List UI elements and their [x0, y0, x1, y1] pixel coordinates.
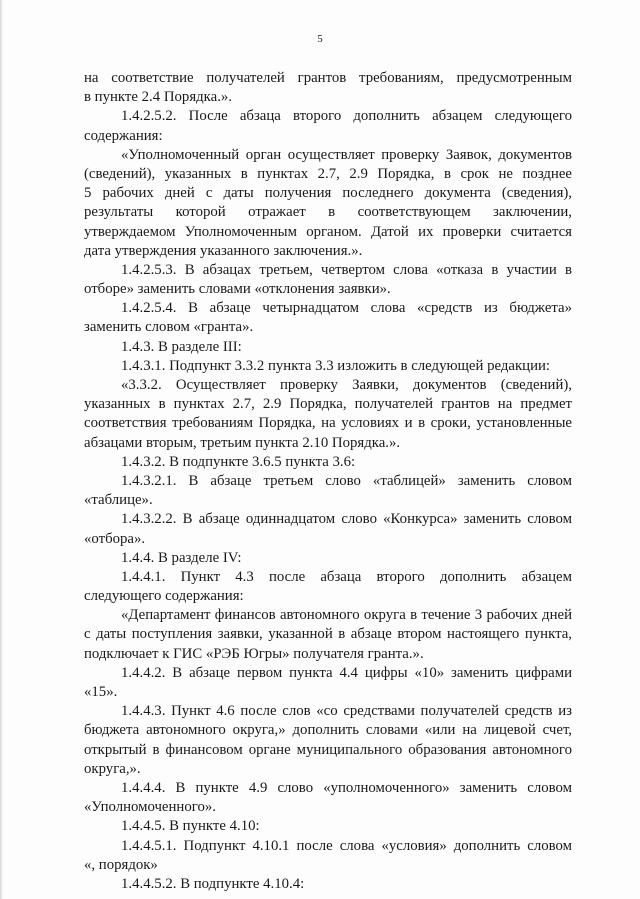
text-line: 1.4.4.5.1. Подпункт 4.10.1 после слова «условия» дополнить словом [121, 837, 572, 854]
text-line: «Уполномоченный орган осуществляет проверку Заявок, документов [121, 146, 572, 163]
text-line: с даты поступления заявки, указанной в абзаце втором настоящего пункта, [84, 626, 572, 643]
text-line: «15». [84, 684, 118, 700]
paragraph [84, 338, 572, 357]
text-line: «Департамент финансов автономного округа в течение 3 рабочих дней [121, 607, 572, 624]
page-number: 5 [317, 33, 323, 45]
paragraph [84, 357, 572, 376]
paragraph [84, 146, 572, 261]
paragraph [84, 261, 572, 299]
paragraph [84, 568, 572, 606]
text-line: следующего содержания: [84, 588, 244, 605]
text-line: заменить словом «гранта». [84, 319, 254, 336]
text-line: 1.4.3. В разделе III: [121, 338, 242, 355]
paragraph [84, 510, 572, 548]
text-line: 1.4.4.5.2. В подпункте 4.10.4: [121, 875, 305, 892]
paragraph [84, 299, 572, 337]
text-line: «таблице». [84, 492, 153, 509]
text-line: указанных в пунктах 2.7, 2.9 Порядка, получателей грантов на предмет [84, 396, 572, 413]
paragraph [84, 472, 572, 510]
text-line: 1.4.3.1. Подпункт 3.3.2 пункта 3.3 изложить в следующей редакции: [121, 357, 551, 374]
text-line: дата утверждения указанного заключения.». [84, 242, 363, 259]
text-line: «3.3.2. Осуществляет проверку Заявки, документов (сведений), [121, 377, 572, 393]
paragraph [84, 779, 572, 817]
text-line: утверждаемом Уполномоченным органом. Датой их проверки считается [84, 223, 572, 240]
text-line: 1.4.3.2. В подпункте 3.6.5 пункта 3.6: [121, 453, 356, 470]
paragraph [84, 69, 572, 107]
text-line: 1.4.2.5.3. В абзацах третьем, четвертом слова «отказа в участии в [121, 261, 572, 278]
text-line: отборе» заменить словами «отклонения заявки». [84, 281, 391, 298]
text-line: 1.4.4.1. Пункт 4.3 после абзаца второго дополнить абзацем [121, 568, 572, 585]
paragraph [84, 875, 572, 894]
text-line: 5 рабочих дней с даты получения последнего документа (сведения), [84, 185, 572, 202]
document-body [84, 69, 572, 894]
text-line: 1.4.4.5. В пункте 4.10: [121, 818, 260, 835]
text-line: в пункте 2.4 Порядка.». [84, 89, 232, 106]
text-line: 1.4.3.2.1. В абзаце третьем слово «таблицей» заменить словом [121, 472, 572, 489]
text-line: 1.4.4.2. В абзаце первом пункта 4.4 цифры «10» заменить цифрами [121, 664, 572, 681]
text-line: 1.4.4.4. В пункте 4.9 слово «уполномоченного» заменить словом [121, 779, 572, 796]
scan-edge-shadow [0, 0, 3, 899]
text-line: 1.4.4. В разделе IV: [121, 549, 242, 566]
text-line: открытый в финансовом органе муниципального образования автономного [84, 741, 572, 758]
text-line: подключает к ГИС «РЭБ Югры» получателя гранта.». [84, 645, 424, 662]
text-line: 1.4.4.3. Пункт 4.6 после слов «со средствами получателей средств из [121, 703, 572, 720]
text-line: бюджета автономного округа,» дополнить словами «или на лицевой счет, [84, 722, 572, 739]
text-line: «Уполномоченного». [84, 799, 216, 816]
text-line: абзацами вторым, третьим пункта 2.10 Порядка.». [84, 434, 401, 451]
text-line: «отбора». [84, 530, 146, 547]
paragraph [84, 664, 572, 702]
text-line: результаты которой отражает в соответствующем заключении, [84, 204, 572, 221]
text-line: соответствия требованиям Порядка, на условиях и в сроки, установленные [84, 415, 572, 432]
paragraph [84, 702, 572, 779]
text-line: «, порядок» [84, 856, 158, 873]
paragraph [84, 837, 572, 875]
paragraph [84, 549, 572, 568]
text-line: (сведений), указанных в пунктах 2.7, 2.9 Порядка, в срок не позднее [84, 165, 572, 182]
text-line: 1.4.2.5.4. В абзаце четырнадцатом слова «средств из бюджета» [121, 300, 572, 317]
paragraph [84, 376, 572, 453]
paragraph [84, 107, 572, 145]
text-line: содержания: [84, 127, 163, 144]
text-line: 1.4.2.5.2. После абзаца второго дополнить абзацем следующего [121, 108, 572, 125]
paragraph [84, 606, 572, 664]
text-line: округа,». [84, 760, 141, 777]
text-line: на соответствие получателей грантов требованиям, предусмотренным [84, 70, 572, 86]
paragraph [84, 453, 572, 472]
text-line: 1.4.3.2.2. В абзаце одиннадцатом слово «Конкурса» заменить словом [121, 511, 572, 528]
paragraph [84, 817, 572, 836]
